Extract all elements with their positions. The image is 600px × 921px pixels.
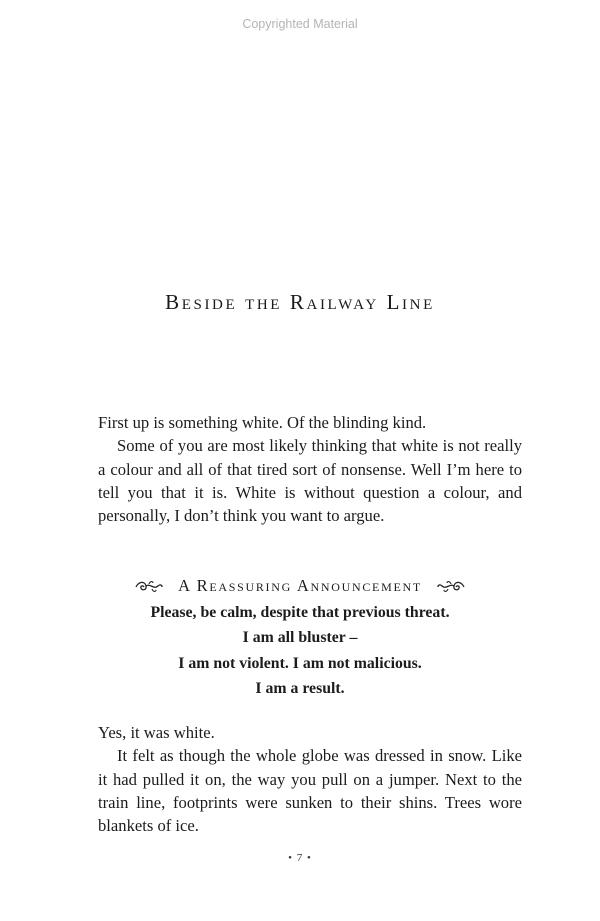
paragraph: First up is something white. Of the blinding kind.: [98, 413, 427, 432]
scroll-ornament-left-icon: [134, 578, 164, 594]
opening-paragraphs: [98, 411, 522, 527]
announcement-line: I am all bluster –: [242, 629, 358, 647]
announcement-line: I am a result.: [255, 679, 345, 697]
announcement-heading: [0, 575, 600, 597]
scroll-ornament-right-icon: [436, 578, 466, 594]
paragraph: Some of you are most likely thinking that white is not really a colour and all of that tired sort of nonsense. Well I’m here to tell you that it is. White is without question a colour, and personally, I don’t think you want to argue.: [98, 436, 522, 526]
page-number-ornament-right: •: [307, 852, 312, 864]
announcement-heading-text: A Reassuring Announcement: [178, 576, 422, 596]
announcement-line: Please, be calm, despite that previous threat.: [150, 604, 450, 621]
paragraph: It felt as though the whole globe was dressed in snow. Like it had pulled it on, the way you pull on a jumper. Next to the train line, footprints were sunken to their shins. Trees wore blankets of ice.: [98, 746, 522, 836]
announcement-line: I am not violent. I am not malicious.: [178, 654, 422, 672]
copyright-watermark: Copyrighted Material: [242, 17, 358, 31]
announcement-body: [0, 600, 600, 701]
closing-paragraphs: [98, 721, 522, 837]
page-number: [0, 852, 600, 864]
page-number-value: 7: [296, 852, 304, 864]
page-number-ornament-left: •: [288, 852, 293, 864]
chapter-title: Beside the Railway Line: [165, 290, 435, 314]
paragraph: Yes, it was white.: [98, 723, 215, 742]
